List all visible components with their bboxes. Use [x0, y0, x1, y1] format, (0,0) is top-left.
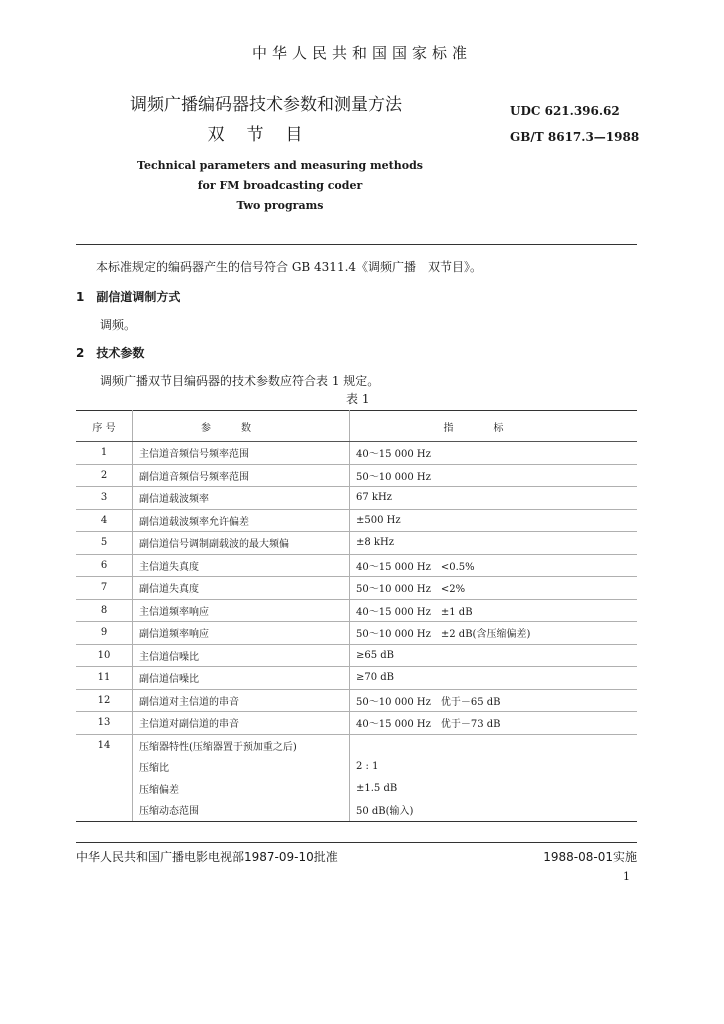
table-row: [76, 667, 637, 690]
row-no: 9: [76, 622, 133, 645]
row-no: 1: [76, 442, 133, 465]
row-value: 40～15 000 Hz <0.5%: [350, 554, 638, 577]
footer-divider: [76, 842, 637, 843]
row-value: 67 kHz: [350, 487, 638, 510]
header-index: 指标: [350, 411, 638, 442]
row-param: 主信道对副信道的串音: [133, 712, 350, 735]
row-no: 7: [76, 577, 133, 600]
table-subrow: [76, 778, 637, 800]
standard-title-en: [130, 156, 430, 216]
row-no: 12: [76, 689, 133, 712]
row-no: 11: [76, 667, 133, 690]
table-row: [76, 464, 637, 487]
table-row: [76, 487, 637, 510]
spec-table: [76, 410, 637, 822]
table-subrow: [76, 756, 637, 778]
section-1-text: 调频。: [100, 318, 137, 332]
table-row: [76, 577, 637, 600]
en-title-line: for FM broadcasting coder: [197, 179, 363, 192]
table-caption: 表 1: [346, 392, 370, 406]
row-no-blank: [76, 778, 133, 800]
table-row: [76, 509, 637, 532]
row-no: 6: [76, 554, 133, 577]
table-subrow: [76, 799, 637, 821]
table-row: [76, 734, 637, 756]
page-number: 1: [623, 870, 630, 883]
table-row: [76, 532, 637, 555]
header-param: 参数: [133, 411, 350, 442]
standard-title-cn: 调频广播编码器技术参数和测量方法: [130, 95, 402, 115]
header-no: 序 号: [76, 411, 133, 442]
row-no-blank: [76, 756, 133, 778]
table-row: [76, 689, 637, 712]
row-param: 主信道频率响应: [133, 599, 350, 622]
row-value: ±500 Hz: [350, 509, 638, 532]
section-1-heading: 1 副信道调制方式: [76, 290, 181, 304]
row-value: 50 dB(输入): [350, 799, 638, 821]
row-param: 副信道载波频率允许偏差: [133, 509, 350, 532]
row-value: 40～15 000 Hz: [350, 442, 638, 465]
row-value: 40～15 000 Hz 优于－73 dB: [350, 712, 638, 735]
table-row: [76, 644, 637, 667]
national-standard-header: 中华人民共和国国家标准: [251, 44, 472, 62]
row-param: 压缩器特性(压缩器置于预加重之后): [133, 734, 350, 756]
row-no: 13: [76, 712, 133, 735]
row-no: 4: [76, 509, 133, 532]
en-title-line: Two programs: [236, 199, 324, 212]
row-no: 5: [76, 532, 133, 555]
table-row: [76, 712, 637, 735]
row-param: 压缩比: [133, 756, 350, 778]
gbt-code: GB/T 8617.3—1988: [510, 130, 640, 144]
row-value: 2 : 1: [356, 761, 379, 773]
row-value: ≥70 dB: [350, 667, 638, 690]
row-param: 副信道音频信号频率范围: [133, 464, 350, 487]
row-param: 副信道频率响应: [133, 622, 350, 645]
row-value: 50～10 000 Hz: [350, 464, 638, 487]
table-row: [76, 622, 637, 645]
row-value: 50～10 000 Hz ±2 dB(含压缩偏差): [350, 622, 638, 645]
row-no: 3: [76, 487, 133, 510]
row-no: 14: [76, 734, 133, 756]
row-param: 压缩偏差: [133, 778, 350, 800]
table-row: [76, 442, 637, 465]
table-header-row: [76, 411, 637, 442]
udc-code: UDC 621.396.62: [510, 104, 620, 118]
row-no: 2: [76, 464, 133, 487]
table-row: [76, 554, 637, 577]
row-no: 10: [76, 644, 133, 667]
row-param: 压缩动态范围: [133, 799, 350, 821]
row-param: 主信道音频信号频率范围: [133, 442, 350, 465]
section-2-text: 调频广播双节目编码器的技术参数应符合表 1 规定。: [100, 374, 380, 388]
en-title-line: Technical parameters and measuring methods: [137, 159, 423, 172]
row-value: 50～10 000 Hz <2%: [350, 577, 638, 600]
row-param: 副信道对主信道的串音: [133, 689, 350, 712]
row-value: 40～15 000 Hz ±1 dB: [350, 599, 638, 622]
approval-note: 中华人民共和国广播电影电视部1987-09-10批准: [76, 850, 338, 864]
row-value: ≥65 dB: [350, 644, 638, 667]
row-param: 主信道信噪比: [133, 644, 350, 667]
implementation-date: 1988-08-01实施: [543, 850, 637, 864]
row-param: 副信道载波频率: [133, 487, 350, 510]
row-value: 50～10 000 Hz 优于－65 dB: [350, 689, 638, 712]
row-param: 副信道信噪比: [133, 667, 350, 690]
section-2-heading: 2 技术参数: [76, 346, 145, 360]
row-param: 副信道失真度: [133, 577, 350, 600]
table-row: [76, 599, 637, 622]
row-param: 副信道信号调制副载波的最大频偏: [133, 532, 350, 555]
intro-paragraph: 本标准规定的编码器产生的信号符合 GB 4311.4《调频广播 双节目》。: [96, 260, 483, 274]
row-no-blank: [76, 799, 133, 821]
standard-subtitle-cn: 双节目: [207, 125, 325, 145]
row-value: ±8 kHz: [350, 532, 638, 555]
row-param: 主信道失真度: [133, 554, 350, 577]
row-value: ±1.5 dB: [356, 782, 398, 794]
header-divider: [76, 244, 637, 245]
row-value: [350, 734, 638, 756]
row-no: 8: [76, 599, 133, 622]
